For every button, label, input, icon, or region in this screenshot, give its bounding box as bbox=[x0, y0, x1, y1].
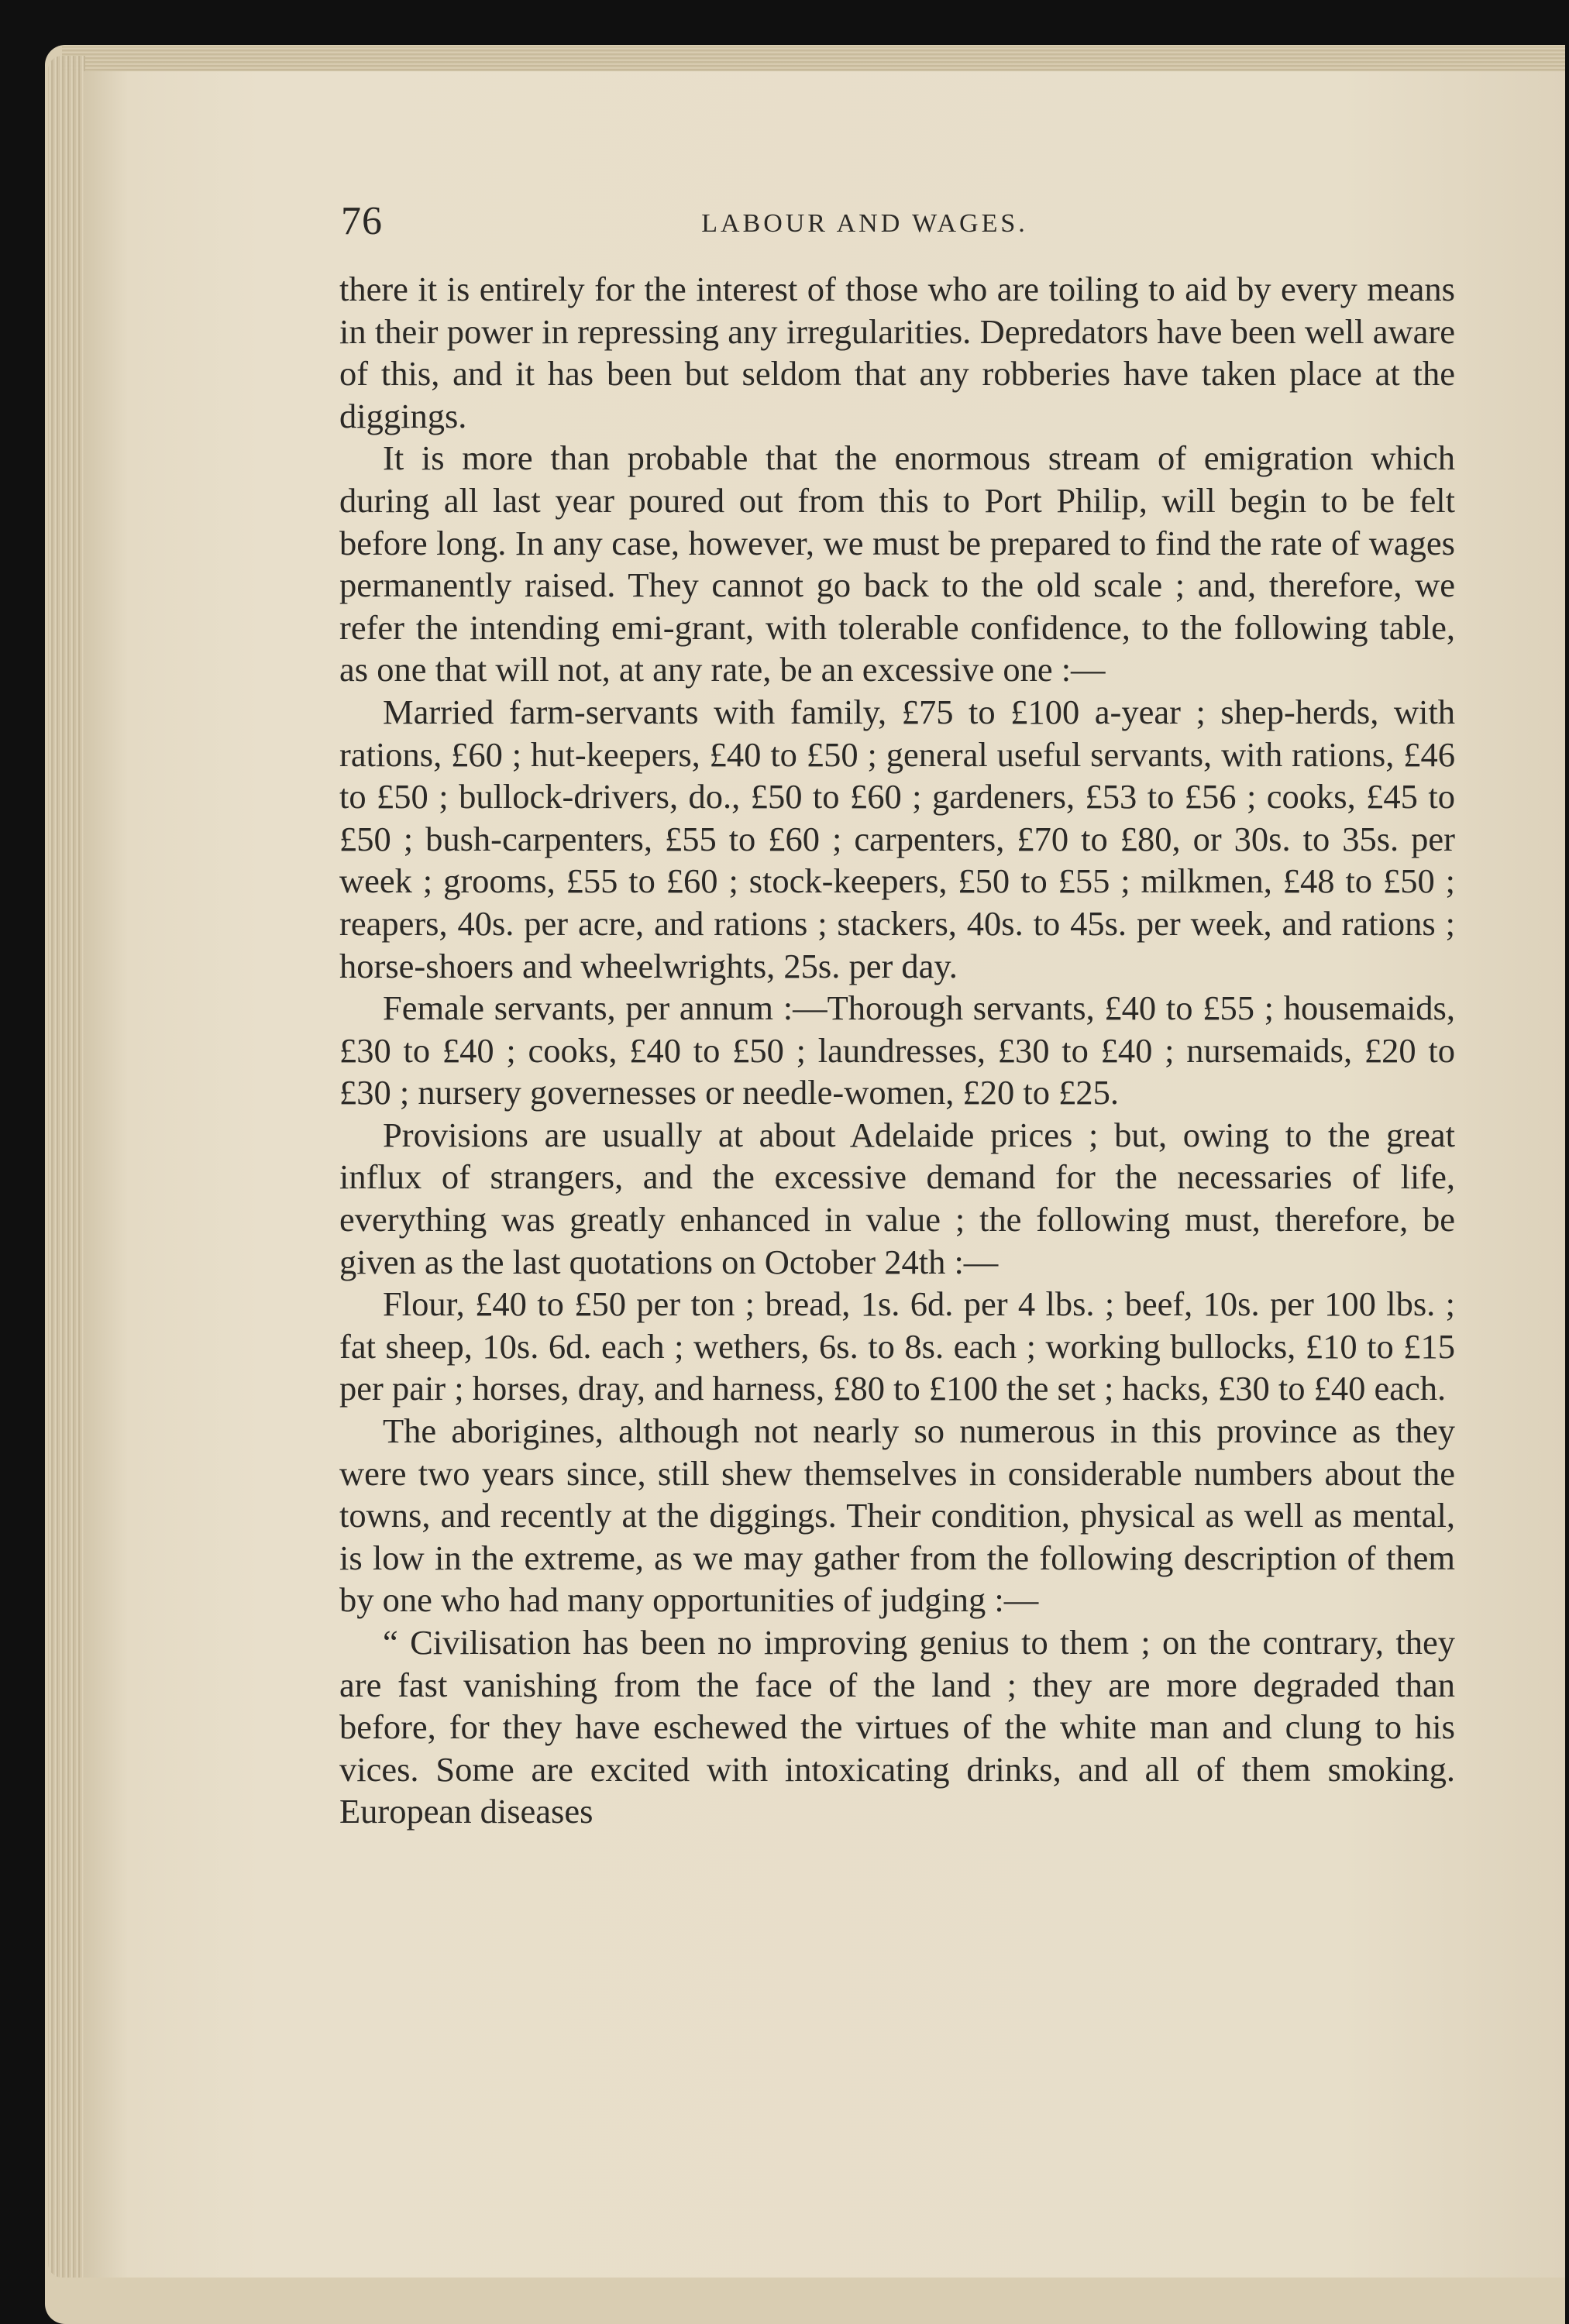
paragraph-1: there it is entirely for the interest of those who are toiling to aid by every means in their power in repressing any irregularities. Depredators have been well aware of this, and it has been but seldom that any robberies have taken place at the diggings. bbox=[339, 270, 1455, 435]
paragraph-2: It is more than probable that the enormous stream of emigration which during all last year poured out from this to Port Philip, will begin to be felt before long. In any case, however, we must be prepared to find the rate of wages permanently raised. They cannot go back to the old scale ; and, therefore, we refer the intending emi-grant, with tolerable confidence, to the following table, as one that will not, at any rate, be an excessive one :— bbox=[339, 438, 1455, 689]
paragraph-6: Flour, £40 to £50 per ton ; bread, 1s. 6d. per 4 lbs. ; beef, 10s. per 100 lbs. ; fat sheep, 10s. 6d. each ; wethers, 6s. to 8s. each ; working bullocks, £10 to £15 per pair ; horses, dray, and harness, £80 to £100 the set ; hacks, £30 to £40 each. bbox=[339, 1284, 1455, 1408]
paragraph-5: Provisions are usually at about Adelaide prices ; but, owing to the great influx of strangers, and the excessive demand for the necessaries of life, everything was greatly enhanced in value ; the following must, therefore, be given as the last quotations on October 24th :— bbox=[339, 1115, 1455, 1281]
paragraph-7: The aborigines, although not nearly so numerous in this province as they were two years since, still shew themselves in considerable numbers about the towns, and recently at the diggings. Their condition, physical as well as mental, is low in the extreme, as we may gather from the following description of them by one who had many opportunities of judging :— bbox=[339, 1411, 1455, 1620]
page-header bbox=[339, 198, 1455, 268]
paragraph-4: Female servants, per annum :—Thorough servants, £40 to £55 ; housemaids, £30 to £40 ; cooks, £40 to £50 ; laundresses, £30 to £40 ; nursemaids, £20 to £30 ; nursery governesses or needle-women, £20 to £25. bbox=[339, 988, 1455, 1112]
page-top-edge bbox=[62, 46, 1565, 73]
page-text-block bbox=[339, 198, 1455, 1833]
paragraph-3: Married farm-servants with family, £75 to £100 a-year ; shep-herds, with rations, £60 ; hut-keepers, £40 to £50 ; general useful servants, with rations, £46 to £50 ; bullock-drivers, do., £50 to £60 ; gardeners, £53 to £56 ; cooks, £45 to £50 ; bush-carpenters, £55 to £60 ; carpenters, £70 to £80, or 30s. to 35s. per week ; grooms, £55 to £60 ; stock-keepers, £50 to £55 ; milkmen, £48 to £50 ; reapers, 40s. per acre, and rations ; stackers, 40s. to 45s. per week, and rations ; horse-shoers and wheelwrights, 25s. per day. bbox=[339, 692, 1455, 985]
page-stack-edge bbox=[48, 56, 85, 2278]
running-head: LABOUR AND WAGES. bbox=[701, 209, 1028, 238]
paragraph-8: “ Civilisation has been no improving genius to them ; on the contrary, they are fast vanishing from the face of the land ; they are more degraded than before, for they have eschewed the virtues of the white man and clung to his vices. Some are excited with intoxicating drinks, and all of them smoking. European diseases bbox=[339, 1623, 1455, 1831]
page-number: 76 bbox=[341, 199, 383, 243]
